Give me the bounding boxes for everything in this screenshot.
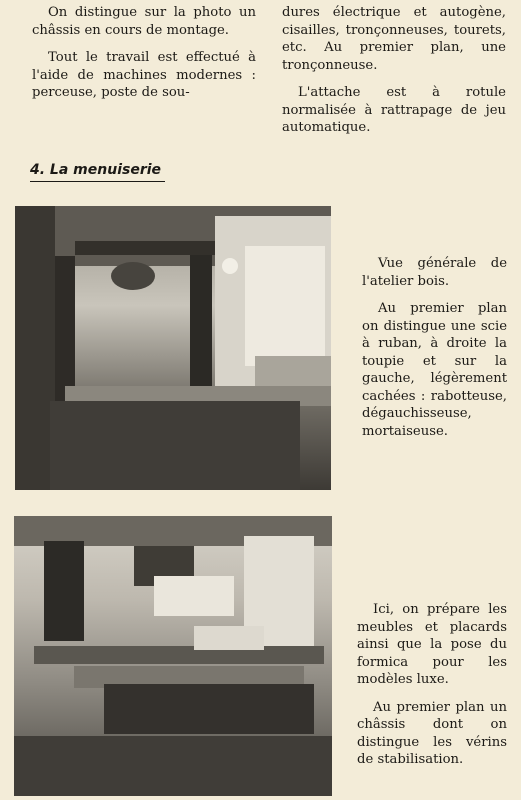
woodshop-photo-drawing [15, 206, 331, 490]
caption-woodshop [362, 255, 507, 440]
intro-column-left [32, 4, 256, 102]
intro-paragraph: Tout le travail est effectué à l'aide de machines modernes : perceuse, poste de sou- [32, 50, 256, 100]
caption-paragraph: Ici, on prépare les meubles et placards ainsi que la pose du formica pour les modèles luxe. [357, 602, 507, 687]
caption-paragraph: Au premier plan un châssis dont on distingue les vérins de stabilisation. [357, 699, 507, 767]
caption-paragraph: Vue générale de l'atelier bois. [362, 256, 507, 289]
intro-paragraph: L'attache est à rotule normalisée à rattrapage de jeu automatique. [282, 85, 506, 135]
photo-furniture-preparation [14, 516, 332, 796]
section-title: 4. La menuiserie [30, 162, 165, 182]
furniture-photo-drawing [14, 516, 332, 796]
intro-column-right [282, 4, 506, 137]
caption-furniture [357, 601, 507, 769]
intro-paragraph: dures électrique et autogène, cisailles, tronçonneuses, tourets, etc. Au premier plan, une tronçonneuse. [282, 5, 506, 73]
photo-woodshop-overview [15, 206, 331, 490]
intro-paragraph: On distingue sur la photo un châssis en cours de montage. [32, 5, 256, 38]
caption-paragraph: Au premier plan on distingue une scie à ruban, à droite la toupie et sur la gauche, légèrement cachées : rabotteuse, dégauchisseuse, mortaiseuse. [362, 301, 507, 439]
